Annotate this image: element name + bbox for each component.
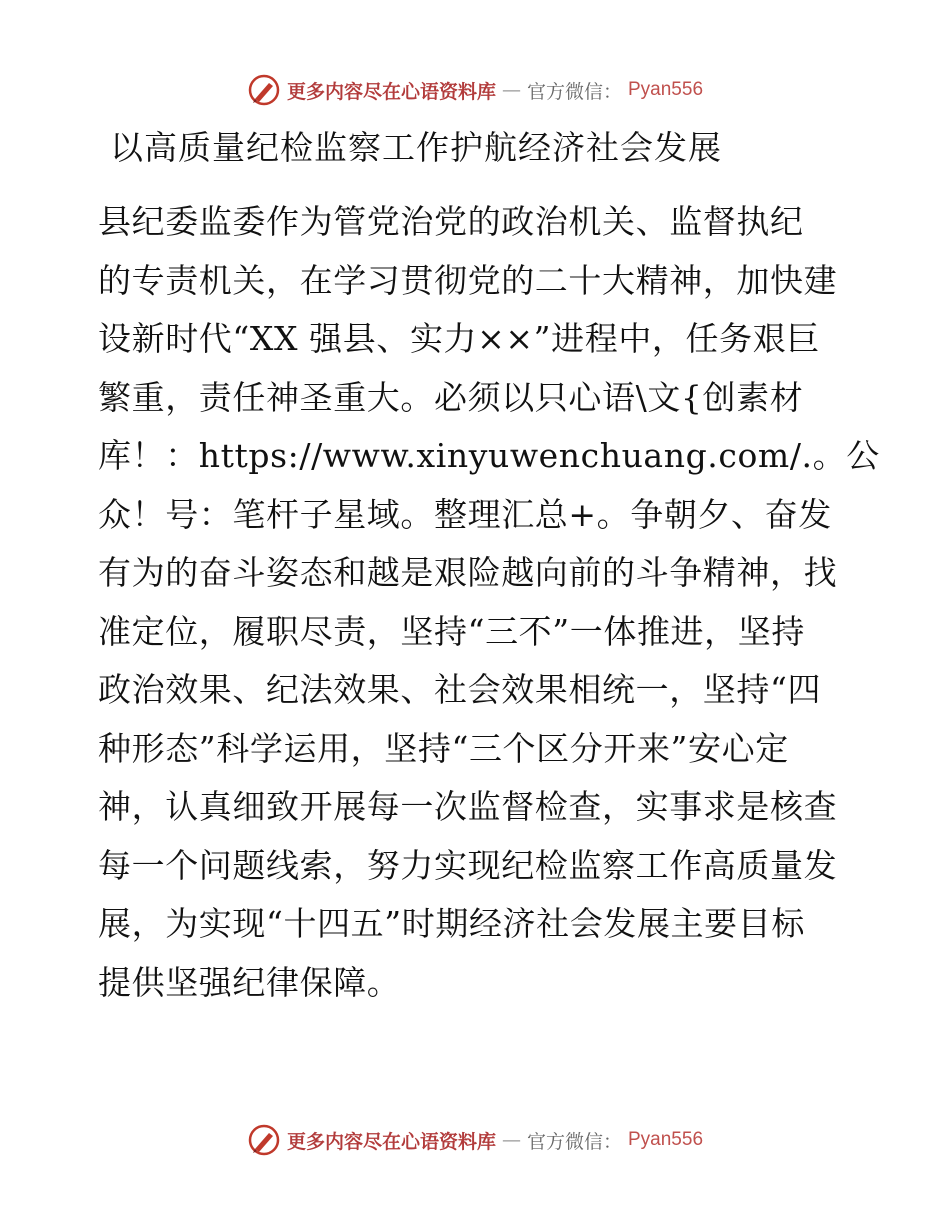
banner-wechat-label: 官方微信： (526, 1130, 622, 1153)
banner-wechat-id: Pyan556 (628, 1129, 704, 1150)
body-line: 提供坚强纪律保障。 (98, 962, 401, 1002)
pen-logo-icon (247, 1123, 281, 1157)
body-line: 展，为实现“十四五”时期经济社会发展主要目标 (98, 904, 805, 943)
body-line: 有为的奋斗姿态和越是艰险越向前的斗争精神，找 (98, 553, 838, 592)
header-watermark-banner (0, 70, 950, 110)
document-body (98, 197, 880, 1016)
body-line: 库！：https://www.xinyuwenchuang.com/.。公 (98, 436, 880, 475)
banner-text: 更多内容尽在心语资料库 (286, 80, 496, 103)
body-line: 的专责机关，在学习贯彻党的二十大精神，加快建 (98, 260, 838, 300)
banner-dash: — (501, 1129, 521, 1151)
body-line: 繁重，责任神圣重大。必须以只心语\文{创素材 (98, 377, 804, 417)
banner-text: 更多内容尽在心语资料库 (286, 1130, 496, 1153)
banner-dash: — (501, 79, 521, 101)
banner-wechat-label: 官方微信： (526, 80, 622, 103)
body-line: 种形态”科学运用，坚持“三个区分开来”安心定 (98, 728, 789, 768)
banner-wechat-id: Pyan556 (628, 79, 704, 100)
footer-watermark-banner (0, 1120, 950, 1160)
body-line: 每一个问题线索，努力实现纪检监察工作高质量发 (98, 845, 838, 885)
body-line: 设新时代“XX 强县、实力××”进程中，任务艰巨 (98, 319, 820, 358)
document-title: 以高质量纪检监察工作护航经济社会发展 (110, 128, 722, 167)
body-line: 神，认真细致开展每一次监督检查，实事求是核查 (98, 787, 838, 826)
body-line: 准定位，履职尽责，坚持“三不”一体推进，坚持 (98, 611, 805, 651)
pen-logo-icon (247, 73, 281, 107)
body-line: 县纪委监委作为管党治党的政治机关、监督执纪 (98, 202, 804, 241)
body-line: 众！号：笔杆子星域。整理汇总+。争朝夕、奋发 (98, 494, 832, 534)
body-line: 政治效果、纪法效果、社会效果相统一，坚持“四 (98, 670, 822, 709)
